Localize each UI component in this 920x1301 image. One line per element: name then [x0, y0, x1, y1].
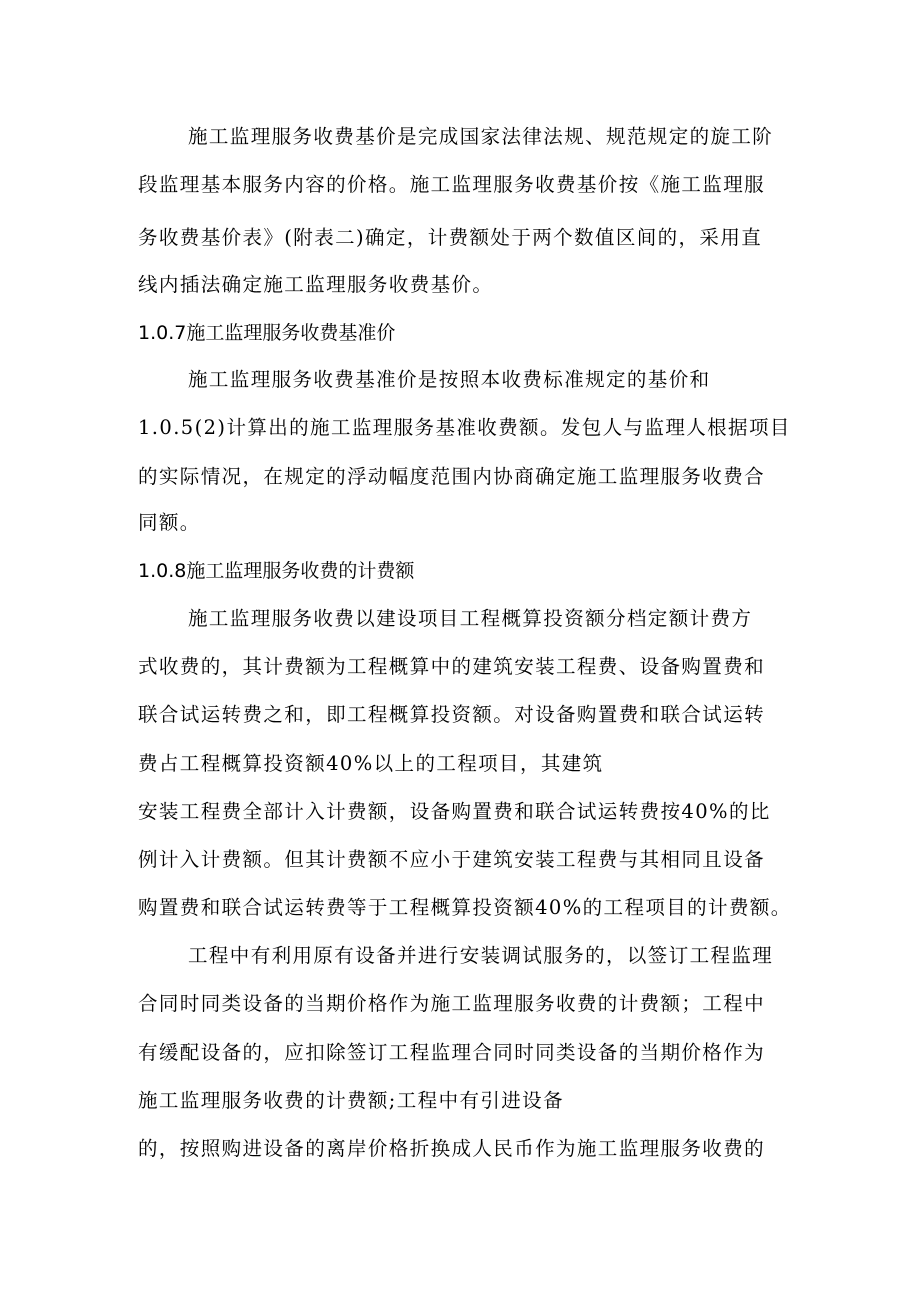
- paragraph-line: 施工监理服务收费基准价是按照本收费标准规定的基价和: [188, 368, 711, 391]
- paragraph-line: 联合试运转费之和，即工程概算投资额。对设备购置费和联合试运转: [138, 703, 766, 726]
- paragraph-line: 安装工程费全部计入计费额，设备购置费和联合试运转费按40%的比: [138, 800, 771, 823]
- paragraph-line: 施工监理服务收费基价是完成国家法律法规、规范规定的旋工阶: [188, 125, 774, 148]
- paragraph-line: 的实际情况，在规定的浮动幅度范围内协商确定施工监理服务收费合: [138, 465, 766, 488]
- paragraph-line: 购置费和联合试运转费等于工程概算投资额40%的工程项目的计费额。: [138, 896, 792, 919]
- paragraph-line: 式收费的，其计费额为工程概算中的建筑安装工程费、设备购置费和: [138, 655, 766, 678]
- section-heading: 1.0.7施工监理服务收费基准价: [138, 322, 396, 344]
- paragraph-line: 工程中有利用原有设备并进行安装调试服务的，以签订工程监理: [188, 944, 774, 967]
- paragraph-line: 同额。: [138, 511, 201, 534]
- paragraph-line: 段监理基本服务内容的价格。施工监理服务收费基价按《施工监理服: [138, 173, 766, 196]
- paragraph-line: 例计入计费额。但其计费额不应小于建筑安装工程费与其相同且设备: [138, 848, 766, 871]
- paragraph-line: 的，按照购进设备的离岸价格折换成人民币作为施工监理服务收费的: [138, 1137, 766, 1160]
- paragraph-line: 费占工程概算投资额40%以上的工程项目，其建筑: [138, 752, 604, 775]
- paragraph-line: 施工监理服务收费的计费额;工程中有引进设备: [138, 1089, 564, 1112]
- paragraph-line: 务收费基价表》(附表二)确定，计费额处于两个数值区间的，采用直: [138, 226, 763, 249]
- paragraph-line: 施工监理服务收费以建设项目工程概算投资额分档定额计费方: [188, 607, 753, 630]
- paragraph-line: 1.0.5(2)计算出的施工监理服务基准收费额。发包人与监理人根据项目: [138, 416, 791, 439]
- paragraph-line: 有缓配设备的，应扣除签订工程监理合同时同类设备的当期价格作为: [138, 1041, 766, 1064]
- paragraph-line: 线内插法确定施工监理服务收费基价。: [138, 273, 494, 296]
- paragraph-line: 合同时同类设备的当期价格作为施工监理服务收费的计费额；工程中: [138, 992, 766, 1015]
- section-heading: 1.0.8施工监理服务收费的计费额: [138, 560, 415, 582]
